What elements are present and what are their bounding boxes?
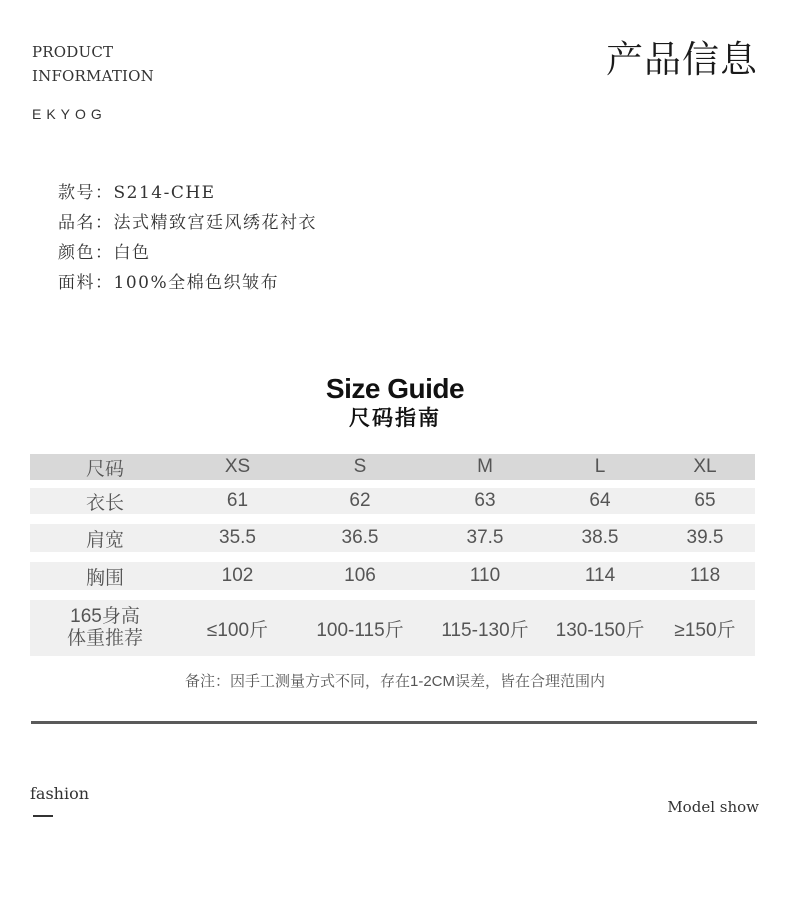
info-value: S214-CHE bbox=[113, 183, 216, 203]
table-cell: ≥150斤 bbox=[674, 619, 736, 641]
table-cell: 63 bbox=[474, 490, 496, 511]
table-cell: 36.5 bbox=[341, 527, 379, 548]
size-guide-title-en: Size Guide bbox=[325, 373, 465, 404]
size-remark-note: 备注：因手工测量方式不同，存在1-2CM误差，皆在合理范围内 bbox=[184, 673, 605, 690]
fashion-underline-dash bbox=[33, 815, 53, 817]
header-cell-xl: XL bbox=[693, 456, 717, 477]
table-cell: 118 bbox=[689, 565, 721, 586]
table-cell: 65 bbox=[694, 490, 716, 511]
table-cell: 106 bbox=[344, 565, 376, 586]
model-show-label: Model show bbox=[667, 798, 759, 816]
header-cell-l: L bbox=[594, 456, 606, 477]
row-label-line1: 165身高 bbox=[70, 606, 140, 627]
size-table bbox=[30, 454, 755, 656]
product-info-name bbox=[58, 208, 317, 238]
table-cell: 100-115斤 bbox=[316, 619, 404, 641]
info-value: 100%全棉色织皱布 bbox=[113, 273, 280, 293]
english-title-line2: INFORMATION bbox=[32, 67, 154, 85]
size-table-row-weight-recommendation bbox=[30, 600, 755, 656]
chinese-section-title: 产品信息 bbox=[606, 38, 758, 81]
fashion-label: fashion bbox=[30, 784, 90, 803]
english-title-line1: PRODUCT bbox=[32, 43, 114, 61]
product-info-list bbox=[58, 178, 317, 298]
header-cell-xs: XS bbox=[224, 456, 251, 477]
table-cell: 130-150斤 bbox=[555, 619, 645, 641]
brand-name: EKYOG bbox=[32, 106, 107, 122]
header-cell-m: M bbox=[477, 456, 493, 477]
size-table-row-chest bbox=[30, 562, 755, 590]
size-table-header-row bbox=[30, 454, 755, 480]
table-cell: 114 bbox=[584, 565, 616, 586]
row-label bbox=[30, 606, 180, 650]
table-cell: ≤100斤 bbox=[206, 619, 269, 641]
info-label: 面料： bbox=[58, 273, 114, 293]
table-cell: 38.5 bbox=[581, 527, 619, 548]
info-value: 白色 bbox=[113, 243, 151, 263]
product-info-fabric bbox=[58, 268, 317, 298]
size-guide-heading bbox=[0, 372, 790, 432]
row-label: 衣长 bbox=[85, 492, 124, 514]
table-cell: 64 bbox=[589, 490, 611, 511]
table-cell: 37.5 bbox=[466, 527, 504, 548]
size-table-row-length bbox=[30, 488, 755, 514]
table-cell: 115-130斤 bbox=[441, 619, 529, 641]
table-cell: 35.5 bbox=[219, 527, 256, 548]
info-label: 品名： bbox=[58, 213, 114, 233]
table-cell: 39.5 bbox=[686, 527, 724, 548]
info-value: 法式精致宫廷风绣花衬衣 bbox=[113, 213, 317, 233]
size-table-row-shoulder bbox=[30, 524, 755, 552]
section-divider bbox=[31, 721, 757, 724]
table-cell: 61 bbox=[226, 490, 249, 511]
table-cell: 102 bbox=[221, 565, 254, 586]
row-label: 胸围 bbox=[85, 567, 124, 589]
product-info-color bbox=[58, 238, 317, 268]
row-label-line2: 体重推荐 bbox=[66, 628, 143, 649]
product-info-style-number bbox=[58, 178, 317, 208]
header-cell-size: 尺码 bbox=[85, 458, 124, 480]
info-label: 款号： bbox=[58, 183, 114, 203]
header-cell-s: S bbox=[353, 456, 367, 477]
row-label: 肩宽 bbox=[85, 529, 124, 551]
table-cell: 62 bbox=[349, 490, 371, 511]
table-cell: 110 bbox=[469, 565, 501, 586]
info-label: 颜色： bbox=[58, 243, 114, 263]
size-guide-title-cn: 尺码指南 bbox=[349, 407, 441, 430]
english-section-title bbox=[32, 40, 154, 88]
